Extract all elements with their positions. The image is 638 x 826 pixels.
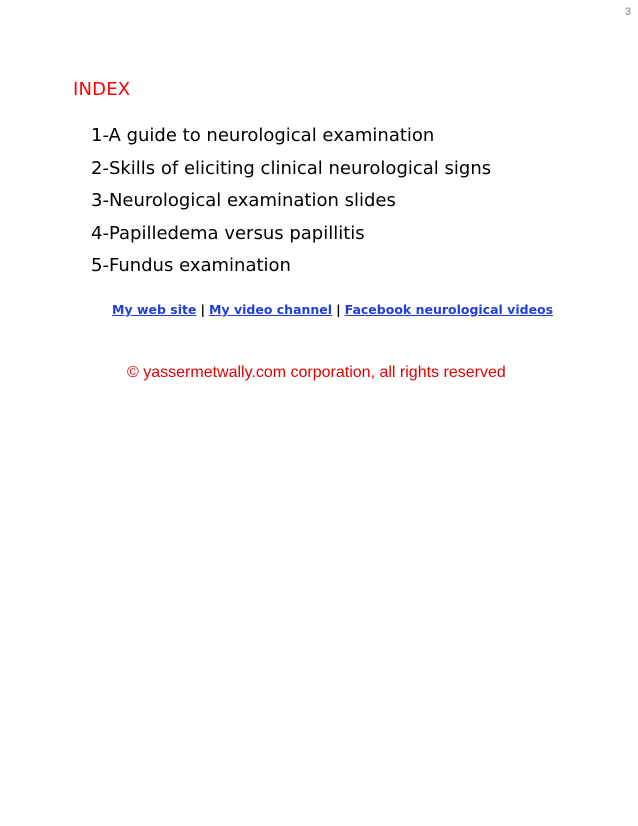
index-item: 3-Neurological examination slides [91,190,396,211]
link-separator: | [336,302,341,317]
my-web-site-link[interactable]: My web site [112,302,197,317]
page-number: 3 [624,6,631,18]
index-item: 4-Papilledema versus papillitis [91,222,365,244]
copyright-notice: © yassermetwally.com corporation, all rights reserved [127,364,506,381]
facebook-neurological-videos-link[interactable]: Facebook neurological videos [344,302,554,317]
index-item: 2-Skills of eliciting clinical neurological signs [91,157,492,179]
index-item: 5-Fundus examination [91,255,291,276]
index-item: 1-A guide to neurological examination [91,125,435,146]
index-title: INDEX [73,79,131,100]
links-row [112,302,553,317]
link-separator: | [200,302,206,317]
index-list [91,120,491,283]
my-video-channel-link[interactable]: My video channel [209,302,333,317]
